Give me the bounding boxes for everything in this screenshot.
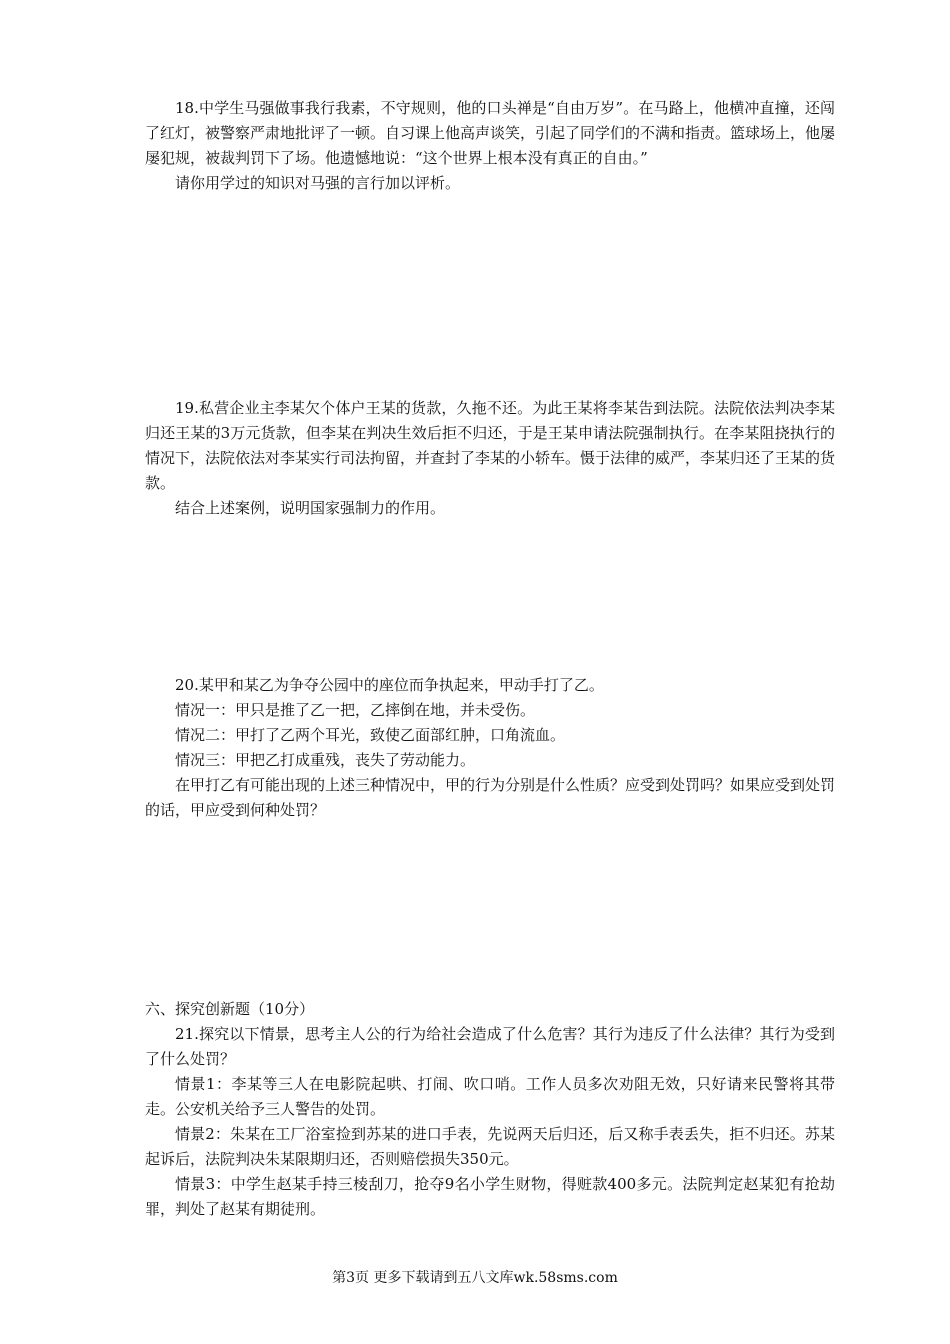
section-6-heading: 六、探究创新题（10分） — [145, 1000, 315, 1018]
question-21-scene-3: 情景3：中学生赵某手持三棱刮刀，抢夺9名小学生财物，得赃款400多元。法院判定赵某犯有抢劫罪，判处了赵某有期徒刑。 — [145, 1175, 835, 1218]
question-20-case-2: 情况二：甲打了乙两个耳光，致使乙面部红肿，口角流血。 — [175, 726, 566, 744]
question-20-case-1: 情况一：甲只是推了乙一把，乙摔倒在地，并未受伤。 — [175, 701, 536, 719]
question-18-prompt: 请你用学过的知识对马强的言行加以评析。 — [175, 174, 461, 192]
question-18-paragraph: 18.中学生马强做事我行我素，不守规则，他的口头禅是“自由万岁”。在马路上，他横冲直撞，还闯了红灯，被警察严肃地批评了一顿。自习课上他高声谈笑，引起了同学们的不满和指责。篮球场上，他屡屡犯规，被裁判罚下了场。他遗憾地说：“这个世界上根本没有真正的自由。” — [145, 99, 836, 167]
question-19-prompt: 结合上述案例，说明国家强制力的作用。 — [175, 499, 446, 517]
question-21-scene-1: 情景1：李某等三人在电影院起哄、打闹、吹口哨。工作人员多次劝阻无效，只好请来民警将其带走。公安机关给予三人警告的处罚。 — [145, 1075, 835, 1118]
question-18 — [145, 96, 835, 196]
question-21-scene-2: 情景2：朱某在工厂浴室捡到苏某的进口手表，先说两天后归还，后又称手表丢失，拒不归还。苏某起诉后，法院判决朱某限期归还，否则赔偿损失350元。 — [145, 1125, 835, 1168]
question-20-prompt: 在甲打乙有可能出现的上述三种情况中，甲的行为分别是什么性质？应受到处罚吗？如果应受到处罚的话，甲应受到何种处罚？ — [145, 776, 836, 819]
question-19 — [145, 396, 835, 521]
page-footer: 第3页 更多下载请到五八文库wk.58sms.com — [332, 1270, 618, 1286]
question-20 — [145, 673, 835, 823]
question-20-case-3: 情况三：甲把乙打成重残，丧失了劳动能力。 — [175, 751, 476, 769]
question-21-intro: 21.探究以下情景，思考主人公的行为给社会造成了什么危害？其行为违反了什么法律？其行为受到了什么处罚？ — [145, 1025, 835, 1068]
question-19-paragraph: 19.私营企业主李某欠个体户王某的货款，久拖不还。为此王某将李某告到法院。法院依法判决李某归还王某的3万元货款，但李某在判决生效后拒不归还，于是王某申请法院强制执行。在李某阻挠执行的情况下，法院依法对李某实行司法拘留，并查封了李某的小轿车。慑于法律的威严，李某归还了王某的货款。 — [145, 399, 836, 492]
section-6 — [145, 997, 835, 1222]
question-20-intro: 20.某甲和某乙为争夺公园中的座位而争执起来，甲动手打了乙。 — [175, 676, 604, 694]
